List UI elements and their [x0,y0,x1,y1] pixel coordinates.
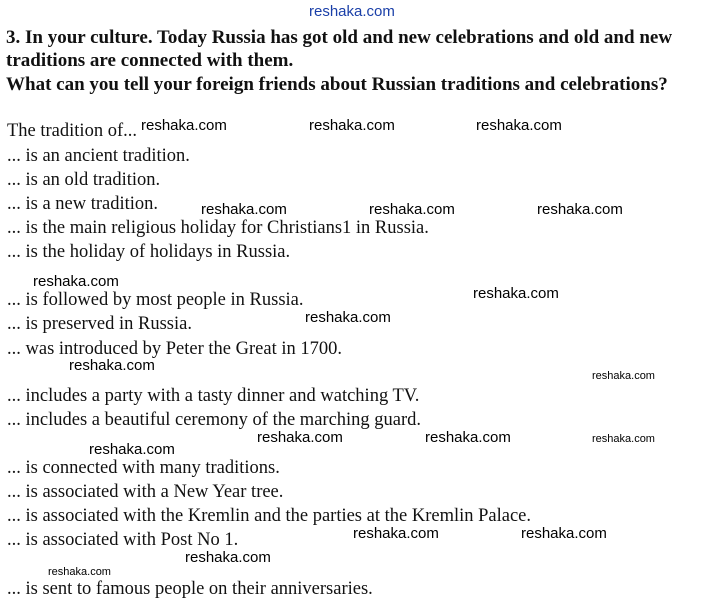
phrase-line: ... is sent to famous people on their anniversaries. [7,579,373,599]
exercise-number: 3. [6,27,21,48]
phrase-line: ... is associated with the Kremlin and the parties at the Kremlin Palace. [7,506,532,526]
watermark: reshaka.com [89,441,175,458]
watermark: reshaka.com [48,566,111,578]
phrase-line: ... is associated with Post No 1. [7,530,239,550]
phrase-line: ... includes a party with a tasty dinner and watching TV. [7,386,420,406]
phrase-line: ... includes a beautiful ceremony of the marching guard. [7,410,422,430]
watermark: reshaka.com [33,273,119,290]
top-watermark: reshaka.com [309,3,395,20]
watermark: reshaka.com [201,201,287,218]
watermark: reshaka.com [141,117,227,134]
intro-line: The tradition of... [7,121,137,141]
phrase-line: ... was introduced by Peter the Great in 1700. [7,339,342,359]
phrase-line: ... is the main religious holiday for Christians1 in Russia. [7,218,429,238]
exercise-heading-2: What can you tell your foreign friends about Russian traditions and celebrations? [6,74,668,95]
phrase-line: ... is an old tradition. [7,170,161,190]
watermark: reshaka.com [521,525,607,542]
watermark: reshaka.com [69,357,155,374]
watermark: reshaka.com [353,525,439,542]
phrase-line: ... is followed by most people in Russia. [7,290,304,310]
phrase-line: ... is an ancient tradition. [7,146,190,166]
watermark: reshaka.com [369,201,455,218]
phrase-line: ... is associated with a New Year tree. [7,482,284,502]
watermark: reshaka.com [305,309,391,326]
watermark: reshaka.com [425,429,511,446]
phrase-line: ... is a new tradition. [7,194,159,214]
watermark: reshaka.com [185,549,271,566]
watermark: reshaka.com [592,433,655,445]
phrase-line: ... is the holiday of holidays in Russia. [7,242,291,262]
watermark: reshaka.com [309,117,395,134]
watermark: reshaka.com [476,117,562,134]
watermark: reshaka.com [257,429,343,446]
watermark: reshaka.com [592,370,655,382]
watermark: reshaka.com [473,285,559,302]
phrase-line: ... is connected with many traditions. [7,458,280,478]
phrase-line: ... is preserved in Russia. [7,314,192,334]
exercise-title: In your culture. Today Russia has got old and new celebrations and old and new traditions are connected with them. [6,27,673,71]
exercise-heading-1 [6,26,706,72]
watermark: reshaka.com [537,201,623,218]
